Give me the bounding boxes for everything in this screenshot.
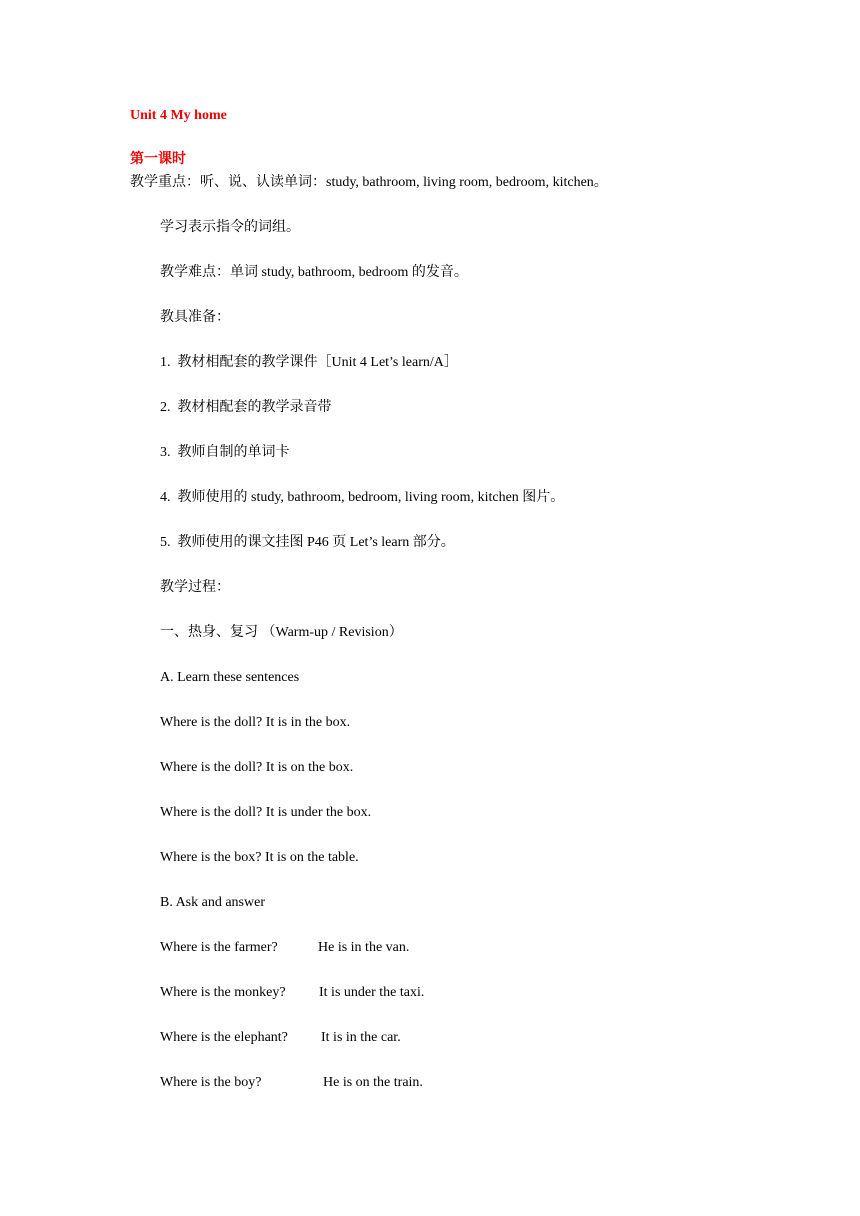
qa-question: Where is the monkey?: [160, 985, 286, 1000]
sentence-line: Where is the doll? It is under the box.: [160, 805, 372, 820]
material-item: 3. 教师自制的单词卡: [160, 445, 290, 460]
materials-heading: 教具准备：: [160, 310, 230, 325]
process-heading: 教学过程：: [160, 580, 230, 595]
qa-answer: He is in the van.: [318, 940, 410, 955]
material-item: 5. 教师使用的课文挂图 P46 页 Let’s learn 部分。: [160, 535, 455, 550]
teaching-difficulty: 教学难点：单词 study, bathroom, bedroom 的发音。: [160, 265, 468, 280]
qa-answer: It is under the taxi.: [319, 985, 425, 1000]
teaching-focus: 教学重点：听、说、认读单词：study, bathroom, living room, bedroom, kitchen。: [130, 175, 608, 190]
sentence-line: Where is the doll? It is in the box.: [160, 715, 351, 730]
sentence-line: Where is the box? It is on the table.: [160, 850, 359, 865]
material-item: 1. 教材相配套的教学课件［Unit 4 Let’s learn/A］: [160, 355, 458, 370]
section-warm-up: 一、热身、复习 （Warm-up / Revision）: [160, 625, 403, 640]
part-b-heading: B. Ask and answer: [160, 895, 265, 910]
sentence-line: Where is the doll? It is on the box.: [160, 760, 354, 775]
qa-question: Where is the farmer?: [160, 940, 278, 955]
material-item: 4. 教师使用的 study, bathroom, bedroom, living room, kitchen 图片。: [160, 490, 565, 505]
material-item: 2. 教材相配套的教学录音带: [160, 400, 332, 415]
qa-question: Where is the elephant?: [160, 1030, 288, 1045]
part-a-heading: A. Learn these sentences: [160, 670, 300, 685]
document-title: Unit 4 My home: [130, 108, 227, 123]
teaching-focus-2: 学习表示指令的词组。: [160, 220, 300, 235]
qa-answer: He is on the train.: [323, 1075, 423, 1090]
lesson-heading: 第一课时: [130, 152, 186, 167]
qa-question: Where is the boy?: [160, 1075, 262, 1090]
qa-answer: It is in the car.: [321, 1030, 401, 1045]
